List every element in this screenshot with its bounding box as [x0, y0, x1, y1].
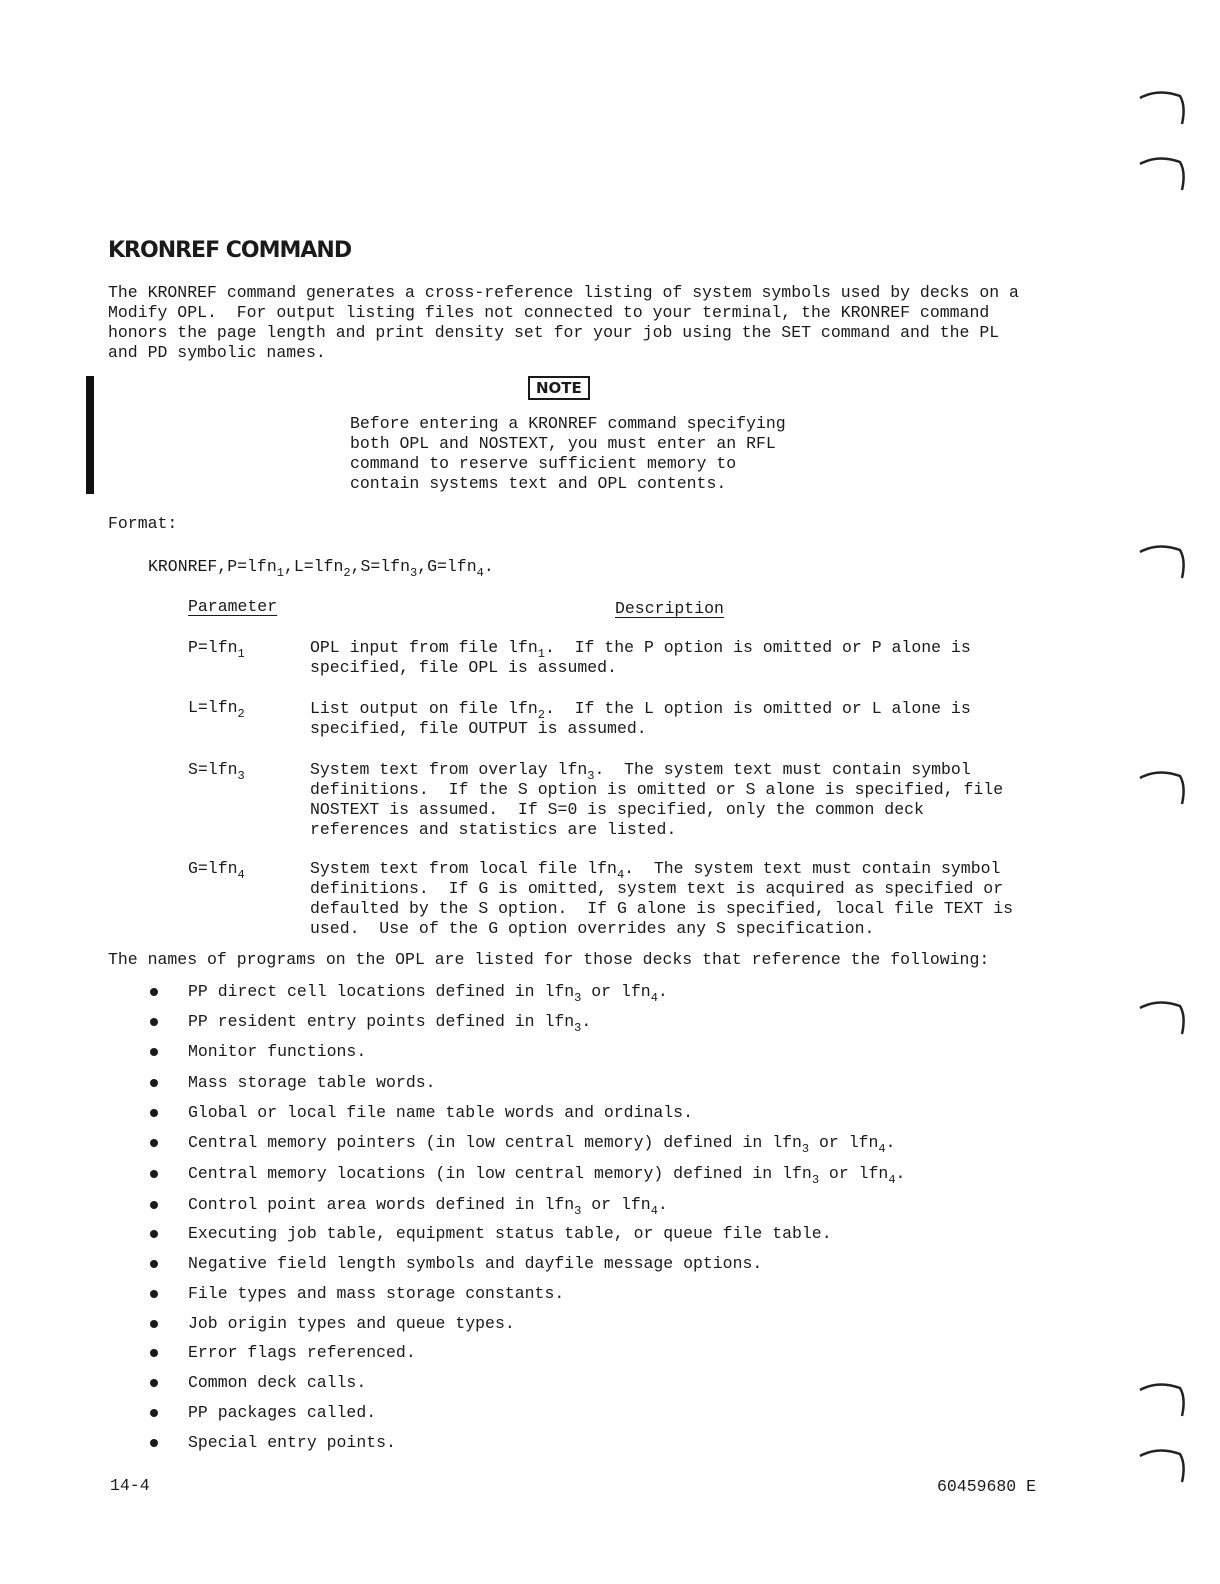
bullet-icon: [150, 1349, 158, 1357]
bullet-icon: [150, 1290, 158, 1298]
desc-line: System text from local file lfn$_4$. The system text must contain symbol: [310, 859, 1001, 882]
desc-line: OPL input from file lfn$_1$. If the P option is omitted or P alone is: [310, 638, 971, 661]
bullet-icon: [150, 1379, 158, 1387]
format-command: KRONREF,P=lfn$_1$,L=lfn$_2$,S=lfn$_3$,G=lfn$_4$.: [148, 557, 494, 580]
punch-hole-icon: [1136, 1444, 1186, 1484]
bullet-icon: [150, 1201, 158, 1209]
param-description: [310, 638, 971, 678]
section-title: KRONREF COMMAND: [108, 238, 352, 263]
change-bar: [86, 376, 94, 494]
bullet-icon: [150, 1079, 158, 1087]
bullet-icon: [150, 1230, 158, 1238]
note-line: contain systems text and OPL contents.: [350, 474, 727, 493]
desc-line: specified, file OPL is assumed.: [310, 658, 617, 677]
param-description: [310, 760, 1003, 840]
desc-line: List output on file lfn$_2$. If the L option is omitted or L alone is: [310, 699, 971, 722]
punch-hole-icon: [1136, 540, 1186, 580]
format-label: Format:: [108, 514, 178, 533]
intro-line: Modify OPL. For output listing files not connected to your terminal, the KRONREF command: [108, 303, 990, 322]
desc-line: defaulted by the S option. If G alone is specified, local file TEXT is: [310, 899, 1014, 918]
intro-line: honors the page length and print density set for your job using the SET command and the PL: [108, 323, 1000, 342]
param-name: P=lfn$_1$: [188, 638, 245, 661]
desc-line: definitions. If the S option is omitted or S alone is specified, file: [310, 780, 1004, 799]
desc-line: definitions. If G is omitted, system text is acquired as specified or: [310, 879, 1004, 898]
param-description: [310, 699, 971, 739]
param-name: L=lfn$_2$: [188, 698, 245, 721]
punch-hole-icon: [1136, 766, 1186, 806]
desc-line: references and statistics are listed.: [310, 820, 677, 839]
note-label: NOTE: [528, 376, 590, 400]
param-header: Parameter: [188, 597, 278, 616]
param-name: S=lfn$_3$: [188, 760, 245, 783]
note-line: command to reserve sufficient memory to: [350, 454, 737, 473]
bullet-icon: [150, 1439, 158, 1447]
punch-hole-icon: [1136, 152, 1186, 192]
note-body: [350, 414, 786, 494]
intro-paragraph: [108, 283, 1019, 363]
punch-hole-icon: [1136, 86, 1186, 126]
bullet-icon: [150, 1260, 158, 1268]
desc-line: used. Use of the G option overrides any S specification.: [310, 919, 875, 938]
bullet-icon: [150, 1048, 158, 1056]
desc-line: specified, file OUTPUT is assumed.: [310, 719, 647, 738]
punch-hole-icon: [1136, 1378, 1186, 1418]
bullet-icon: [150, 1018, 158, 1026]
document-number: 60459680 E: [937, 1477, 1037, 1496]
bullet-icon: [150, 1170, 158, 1178]
param-name: G=lfn$_4$: [188, 859, 245, 882]
bullet-icon: [150, 1109, 158, 1117]
note-line: both OPL and NOSTEXT, you must enter an RFL: [350, 434, 776, 453]
intro-line: and PD symbolic names.: [108, 343, 326, 362]
list-intro: The names of programs on the OPL are listed for those decks that reference the following:: [108, 950, 990, 969]
bullet-icon: [150, 988, 158, 996]
desc-header: Description: [615, 599, 724, 618]
punch-hole-icon: [1136, 996, 1186, 1036]
bullet-icon: [150, 1139, 158, 1147]
page-number: 14-4: [110, 1476, 150, 1495]
note-line: Before entering a KRONREF command specifying: [350, 414, 786, 433]
bullet-icon: [150, 1320, 158, 1328]
intro-line: The KRONREF command generates a cross-reference listing of system symbols used by decks on a: [108, 283, 1019, 302]
desc-line: System text from overlay lfn$_3$. The system text must contain symbol: [310, 760, 971, 783]
desc-line: NOSTEXT is assumed. If S=0 is specified, only the common deck: [310, 800, 924, 819]
param-description: [310, 859, 1013, 939]
bullet-icon: [150, 1409, 158, 1417]
